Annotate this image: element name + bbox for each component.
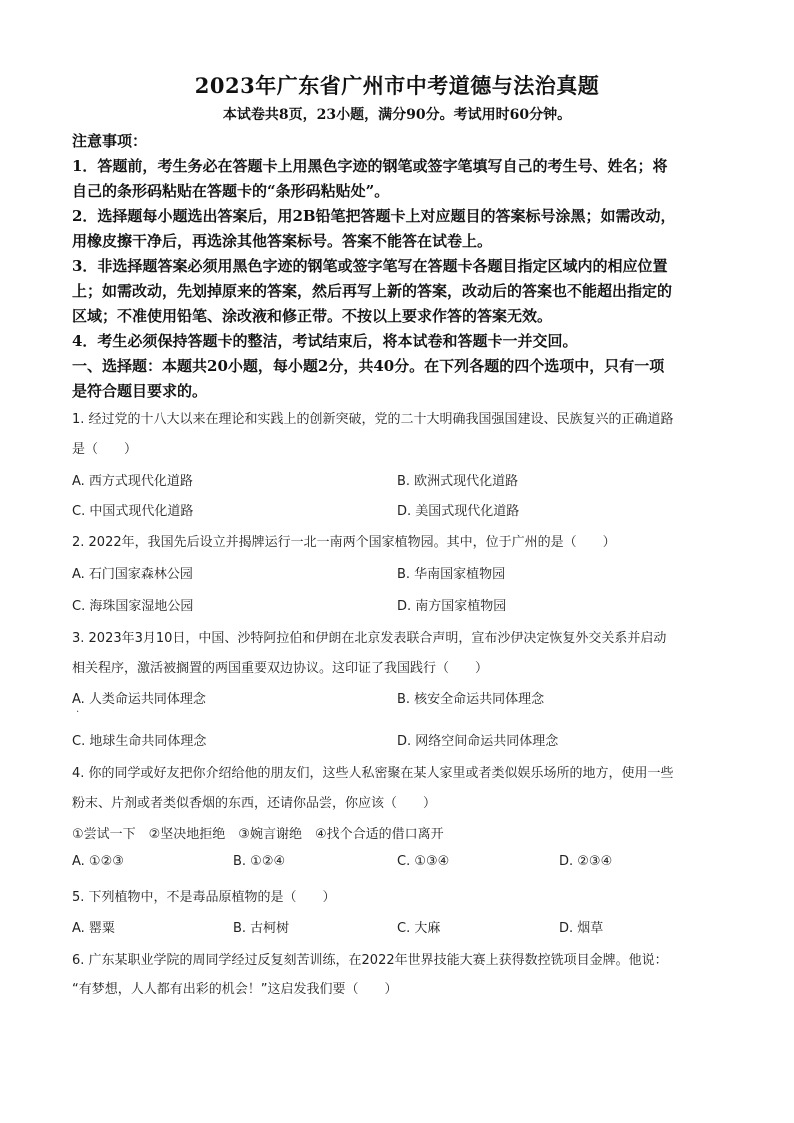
option-a: A. 罂粟 (72, 921, 115, 936)
notice-line: 4．考生必须保持答题卡的整洁，考试结束后，将本试卷和答题卡一并交回。 (72, 332, 578, 350)
option-b: B. 华南国家植物园 (397, 567, 506, 582)
option-d: D. 网络空间命运共同体理念 (397, 734, 559, 749)
option-c: C. 大麻 (397, 921, 441, 936)
question-stem: 相关程序，激活被搁置的两国重要双边协议。这印证了我国践行（ ） (72, 661, 489, 676)
question-stem: 6. 广东某职业学院的周同学经过反复刻苦训练，在2022年世界技能大赛上获得数控铣项目金牌。他说： (72, 953, 668, 968)
option-a: A. ①②③ (72, 854, 124, 869)
option-d: D. 南方国家植物园 (397, 599, 507, 614)
exam-subtitle: 本试卷共8页，23小题，满分90分。考试用时60分钟。 (222, 107, 572, 123)
question-stem: “有梦想，人人都有出彩的机会！”这启发我们要（ ） (72, 982, 398, 997)
option-d: D. ②③④ (559, 854, 613, 869)
notice-line: 1．答题前，考生务必在答题卡上用黑色字迹的钢笔或签字笔填写自己的考生号、姓名；将 (72, 157, 668, 175)
option-c: C. ①③④ (397, 854, 450, 869)
question-stem: 粉末、片剂或者类似香烟的东西，还请你品尝，你应该（ ） (72, 796, 437, 811)
question-stem: 3. 2023年3月10日，中国、沙特阿拉伯和伊朗在北京发表联合声明，宣布沙伊决定恢复外交关系并启动 (72, 631, 667, 646)
option-a: A. 西方式现代化道路 (72, 474, 193, 489)
question-statements: ①尝试一下 ②坚决地拒绝 ③婉言谢绝 ④找个合适的借口离开 (72, 827, 444, 842)
section-heading: 一、选择题：本题共20小题，每小题2分，共40分。在下列各题的四个选项中，只有一项 (72, 357, 665, 375)
option-d: D. 烟草 (559, 921, 604, 936)
section-heading: 是符合题目要求的。 (72, 382, 208, 400)
question-stem: 5. 下列植物中，不是毒品原植物的是（ ） (72, 890, 336, 905)
question-stem: 是（ ） (72, 442, 138, 457)
notice-line: 上；如需改动，先划掉原来的答案，然后再写上新的答案，改动后的答案也不能超出指定的 (72, 282, 673, 300)
option-b: B. 古柯树 (233, 921, 290, 936)
question-stem: 4. 你的同学或好友把你介绍给他的朋友们，这些人私密聚在某人家里或者类似娱乐场所的地方，使用一些 (72, 766, 674, 781)
option-c: C. 地球生命共同体理念 (72, 734, 207, 749)
notice-line: 用橡皮擦干净后，再选涂其他答案标号。答案不能答在试卷上。 (72, 232, 493, 250)
notice-line: 自己的条形码粘贴在答题卡的“条形码粘贴处”。 (72, 182, 390, 200)
exam-title: 2023年广东省广州市中考道德与法治真题 (194, 73, 600, 98)
notice-heading: 注意事项： (72, 132, 148, 150)
option-c: C. 中国式现代化道路 (72, 504, 194, 519)
option-a: A. 人类命运共同体理念 (72, 692, 206, 707)
notice-line: 区域；不准使用铅笔、涂改液和修正带。不按以上要求作答的答案无效。 (72, 307, 553, 325)
option-b: B. 核安全命运共同体理念 (397, 692, 545, 707)
option-b: B. 欧洲式现代化道路 (397, 474, 519, 489)
question-stem: 2. 2022年，我国先后设立并揭牌运行一北一南两个国家植物园。其中，位于广州的是（ ） (72, 535, 616, 550)
question-stem: 1. 经过党的十八大以来在理论和实践上的创新突破，党的二十大明确我国强国建设、民族复兴的正确道路 (72, 412, 674, 427)
option-c: C. 海珠国家湿地公园 (72, 599, 194, 614)
notice-line: 2．选择题每小题选出答案后，用2B铅笔把答题卡上对应题目的答案标号涂黑；如需改动， (72, 207, 676, 225)
option-b: B. ①②④ (233, 854, 286, 869)
notice-line: 3．非选择题答案必须用黑色字迹的钢笔或签字笔写在答题卡各题目指定区域内的相应位置 (72, 257, 668, 275)
option-d: D. 美国式现代化道路 (397, 504, 520, 519)
stray-mark: . (76, 704, 80, 715)
option-a: A. 石门国家森林公园 (72, 567, 193, 582)
